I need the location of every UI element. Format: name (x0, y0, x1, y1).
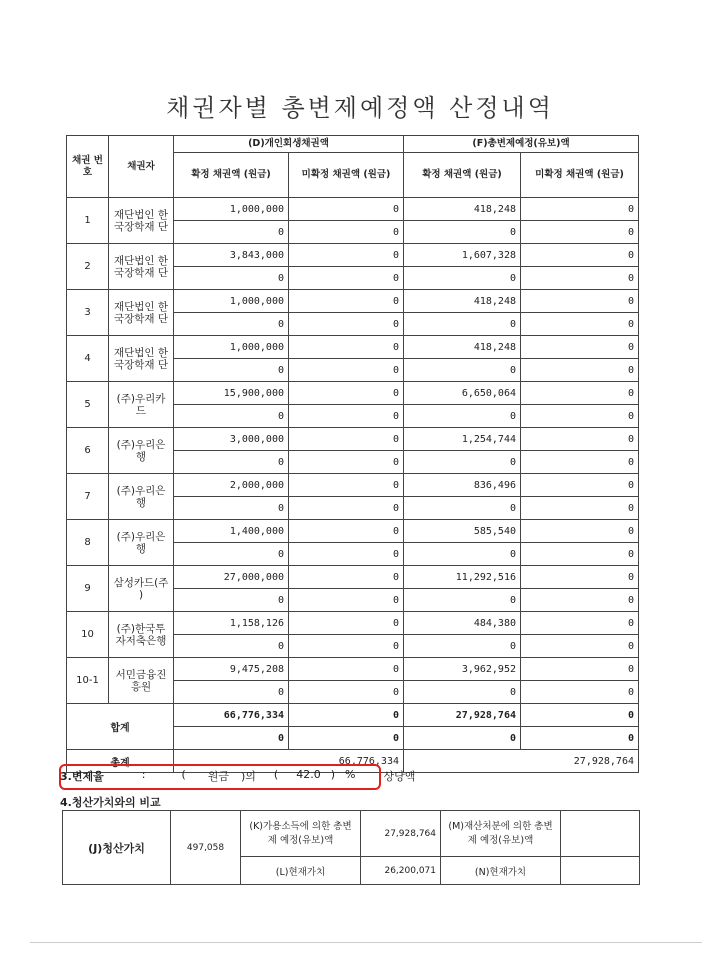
f-confirmed-2: 0 (404, 681, 521, 704)
j-label: (J)청산가치 (63, 811, 171, 885)
k-label: (K)가용소득에 의한 총변제 예정(유보)액 (241, 811, 361, 857)
d-unconfirmed: 0 (289, 428, 404, 451)
creditor-no: 5 (67, 382, 109, 428)
l-label: (L)현재가치 (241, 857, 361, 885)
table-row (67, 612, 639, 635)
total-f: 27,928,764 (404, 750, 639, 773)
j-value: 497,058 (171, 811, 241, 885)
d-unconfirmed-2: 0 (289, 221, 404, 244)
f-confirmed: 1,254,744 (404, 428, 521, 451)
d-unconfirmed-2: 0 (289, 359, 404, 382)
creditor-no: 10 (67, 612, 109, 658)
f-unconfirmed-2: 0 (521, 267, 639, 290)
table-row (67, 520, 639, 543)
d-unconfirmed-2: 0 (289, 451, 404, 474)
f-unconfirmed: 0 (521, 612, 639, 635)
d-confirmed: 3,000,000 (174, 428, 289, 451)
rate-pct: % (345, 768, 356, 781)
d-confirmed: 2,000,000 (174, 474, 289, 497)
f-confirmed-2: 0 (404, 589, 521, 612)
f-confirmed: 418,248 (404, 290, 521, 313)
f-confirmed: 3,962,952 (404, 658, 521, 681)
table-row (67, 198, 639, 221)
creditor-name: (주)우리은 행 (109, 474, 174, 520)
f-unconfirmed: 0 (521, 290, 639, 313)
d-confirmed-2: 0 (174, 221, 289, 244)
rate-close2: ) (330, 768, 336, 781)
d-unconfirmed-2: 0 (289, 313, 404, 336)
creditor-no: 3 (67, 290, 109, 336)
k-value: 27,928,764 (361, 811, 441, 857)
d-confirmed-2: 0 (174, 451, 289, 474)
liquidation-compare-table (62, 810, 640, 885)
creditor-name: 재단법인 한국장학재 단 (109, 290, 174, 336)
d-confirmed: 1,400,000 (174, 520, 289, 543)
creditor-name: (주)한국투 자저축은행 (109, 612, 174, 658)
d-unconfirmed-2: 0 (289, 543, 404, 566)
d-confirmed-2: 0 (174, 405, 289, 428)
f-unconfirmed: 0 (521, 382, 639, 405)
table-row (67, 566, 639, 589)
d-confirmed: 27,000,000 (174, 566, 289, 589)
f-unconfirmed: 0 (521, 520, 639, 543)
table-row (67, 658, 639, 681)
f-unconfirmed-2: 0 (521, 313, 639, 336)
d-unconfirmed: 0 (289, 612, 404, 635)
f-confirmed: 418,248 (404, 198, 521, 221)
f-confirmed-2: 0 (404, 543, 521, 566)
d-unconfirmed: 0 (289, 520, 404, 543)
f-unconfirmed-2: 0 (521, 359, 639, 382)
creditor-table (66, 135, 639, 773)
sum-f-confirmed-2: 0 (404, 727, 521, 750)
creditor-no: 7 (67, 474, 109, 520)
f-confirmed: 484,380 (404, 612, 521, 635)
f-confirmed: 418,248 (404, 336, 521, 359)
d-confirmed-2: 0 (174, 497, 289, 520)
f-confirmed-2: 0 (404, 267, 521, 290)
f-confirmed-2: 0 (404, 405, 521, 428)
d-confirmed-2: 0 (174, 589, 289, 612)
creditor-name: (주)우리은 행 (109, 428, 174, 474)
d-unconfirmed-2: 0 (289, 589, 404, 612)
d-confirmed: 1,000,000 (174, 198, 289, 221)
rate-value: 42.0 (296, 768, 321, 781)
sum-f-unconfirmed-2: 0 (521, 727, 639, 750)
total-d: 66,776,334 (174, 750, 404, 773)
creditor-name: 삼성카드(주 ) (109, 566, 174, 612)
d-unconfirmed: 0 (289, 566, 404, 589)
f-confirmed-2: 0 (404, 359, 521, 382)
f-confirmed: 585,540 (404, 520, 521, 543)
d-confirmed-2: 0 (174, 635, 289, 658)
d-confirmed-2: 0 (174, 681, 289, 704)
f-unconfirmed-2: 0 (521, 497, 639, 520)
n-label: (N)현재가치 (441, 857, 561, 885)
rate-word: 원금 (207, 770, 229, 783)
f-confirmed: 6,650,064 (404, 382, 521, 405)
f-unconfirmed: 0 (521, 198, 639, 221)
m-value (561, 811, 640, 857)
creditor-name: 서민금융진 흥원 (109, 658, 174, 704)
header-group-f: (F)총변제예정(유보)액 (404, 136, 639, 153)
d-unconfirmed: 0 (289, 474, 404, 497)
d-unconfirmed: 0 (289, 198, 404, 221)
l-value: 26,200,071 (361, 857, 441, 885)
d-confirmed: 1,000,000 (174, 290, 289, 313)
rate-colon: : (141, 768, 146, 781)
f-unconfirmed-2: 0 (521, 681, 639, 704)
d-unconfirmed: 0 (289, 382, 404, 405)
f-confirmed: 836,496 (404, 474, 521, 497)
f-unconfirmed-2: 0 (521, 221, 639, 244)
header-d-unconfirmed: 미확정 채권액 (원금) (289, 153, 404, 198)
rate-prefix: 3.변제율 (60, 770, 104, 783)
table-row (67, 244, 639, 267)
table-row (67, 474, 639, 497)
d-unconfirmed: 0 (289, 336, 404, 359)
f-unconfirmed-2: 0 (521, 543, 639, 566)
d-unconfirmed-2: 0 (289, 405, 404, 428)
f-unconfirmed: 0 (521, 336, 639, 359)
table-row (67, 336, 639, 359)
d-confirmed-2: 0 (174, 267, 289, 290)
creditor-no: 8 (67, 520, 109, 566)
rate-open2: ( (273, 768, 279, 781)
document-title: 채권자별 총변제예정액 산정내역 (166, 94, 554, 122)
f-unconfirmed: 0 (521, 474, 639, 497)
header-f-unconfirmed: 미확정 채권액 (원금) (521, 153, 639, 198)
sum-d-unconfirmed-2: 0 (289, 727, 404, 750)
section-4-heading: 4.청산가치와의 비교 (60, 796, 161, 809)
d-confirmed: 1,158,126 (174, 612, 289, 635)
f-confirmed-2: 0 (404, 635, 521, 658)
sum-f-confirmed: 27,928,764 (404, 704, 521, 727)
creditor-name: 재단법인 한국장학재 단 (109, 336, 174, 382)
f-confirmed-2: 0 (404, 451, 521, 474)
sum-f-unconfirmed: 0 (521, 704, 639, 727)
header-d-confirmed: 확정 채권액 (원금) (174, 153, 289, 198)
header-f-confirmed: 확정 채권액 (원금) (404, 153, 521, 198)
f-confirmed: 1,607,328 (404, 244, 521, 267)
rate-suffix: 상당액 (383, 770, 416, 783)
sum-label: 합계 (67, 704, 174, 750)
d-confirmed: 9,475,208 (174, 658, 289, 681)
creditor-name: 재단법인 한국장학재 단 (109, 198, 174, 244)
table-row (67, 428, 639, 451)
d-unconfirmed: 0 (289, 244, 404, 267)
d-unconfirmed: 0 (289, 658, 404, 681)
sum-d-confirmed-2: 0 (174, 727, 289, 750)
d-unconfirmed-2: 0 (289, 267, 404, 290)
d-confirmed-2: 0 (174, 359, 289, 382)
header-no: 채권 번호 (67, 136, 109, 198)
m-label: (M)재산처분에 의한 총변제 예정(유보)액 (441, 811, 561, 857)
d-confirmed-2: 0 (174, 543, 289, 566)
table-row (67, 382, 639, 405)
table-row (67, 290, 639, 313)
creditor-no: 1 (67, 198, 109, 244)
d-unconfirmed-2: 0 (289, 681, 404, 704)
f-unconfirmed-2: 0 (521, 635, 639, 658)
rate-close1: )의 (241, 770, 256, 783)
sum-d-confirmed: 66,776,334 (174, 704, 289, 727)
f-confirmed-2: 0 (404, 221, 521, 244)
page-bottom-rule (30, 942, 702, 943)
sum-d-unconfirmed: 0 (289, 704, 404, 727)
f-confirmed: 11,292,516 (404, 566, 521, 589)
repayment-rate-line (60, 768, 415, 784)
header-creditor: 채권자 (109, 136, 174, 198)
f-unconfirmed: 0 (521, 428, 639, 451)
creditor-no: 9 (67, 566, 109, 612)
d-confirmed-2: 0 (174, 313, 289, 336)
f-unconfirmed: 0 (521, 566, 639, 589)
f-unconfirmed-2: 0 (521, 451, 639, 474)
d-confirmed: 15,900,000 (174, 382, 289, 405)
f-unconfirmed-2: 0 (521, 405, 639, 428)
creditor-no: 10-1 (67, 658, 109, 704)
rate-open1: ( (181, 768, 186, 781)
d-confirmed: 1,000,000 (174, 336, 289, 359)
creditor-name: 재단법인 한국장학재 단 (109, 244, 174, 290)
f-confirmed-2: 0 (404, 497, 521, 520)
creditor-no: 4 (67, 336, 109, 382)
header-group-d: (D)개인회생채권액 (174, 136, 404, 153)
f-confirmed-2: 0 (404, 313, 521, 336)
total-label: 총계 (67, 750, 174, 773)
creditor-no: 2 (67, 244, 109, 290)
d-unconfirmed-2: 0 (289, 635, 404, 658)
creditor-name: (주)우리은 행 (109, 520, 174, 566)
f-unconfirmed: 0 (521, 244, 639, 267)
n-value (561, 857, 640, 885)
d-unconfirmed: 0 (289, 290, 404, 313)
creditor-no: 6 (67, 428, 109, 474)
d-unconfirmed-2: 0 (289, 497, 404, 520)
f-unconfirmed: 0 (521, 658, 639, 681)
d-confirmed: 3,843,000 (174, 244, 289, 267)
creditor-name: (주)우리카 드 (109, 382, 174, 428)
f-unconfirmed-2: 0 (521, 589, 639, 612)
